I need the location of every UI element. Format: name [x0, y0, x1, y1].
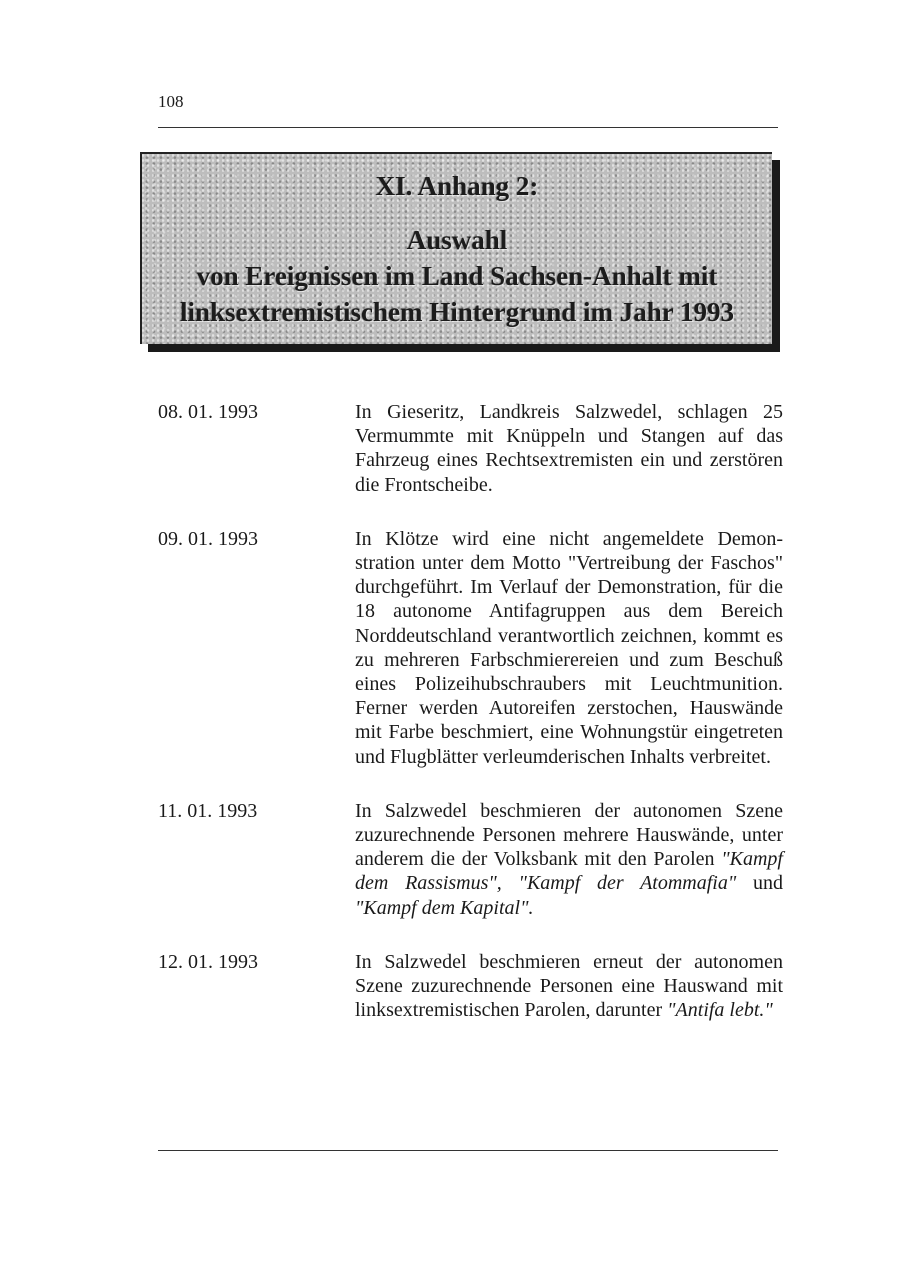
event-entry	[158, 799, 786, 920]
event-quote: "Kampf dem Kapital".	[355, 896, 534, 919]
section-subheading-line-3: linksextremistischem Hintergrund im Jahr 1993	[180, 297, 734, 327]
event-list	[158, 400, 786, 1022]
section-subheading-line-2: von Ereignissen im Land Sachsen-Anhalt mit	[196, 261, 718, 291]
event-description	[355, 950, 783, 1023]
event-entry	[158, 950, 786, 1023]
section-subheading: Auswahl	[406, 225, 508, 255]
event-description: In Klötze wird eine nicht angemeldete Demonstration unter dem Motto "Vertreibung der Faschos" durchgeführt. Im Verlauf der Demonstration, für die 18 autonome Antifagruppen aus dem Bereich Norddeutschland verantwortlich zeichnen, kommt es zu mehreren Farbschmierereien und zum Beschuß eines Polizeihubschraubers mit Leuchtmunition. Ferner werden Autoreifen zerstochen, Hauswände mit Farbe beschmiert, eine Wohnungstür eingetreten und Flugblätter verleumderischen Inhalts verbreitet.	[355, 527, 783, 768]
event-entry	[158, 400, 786, 497]
event-date: 08. 01. 1993	[158, 401, 258, 423]
bottom-rule	[158, 1150, 778, 1151]
section-title-box	[140, 152, 772, 344]
event-date: 11. 01. 1993	[158, 799, 258, 822]
event-description: In Gieseritz, Landkreis Salzwedel, schlagen 25 Vermummte mit Knüppeln und Stangen auf das Fahrzeug eines Rechtsextremisten ein und zerstören die Frontscheibe.	[355, 401, 783, 496]
event-date: 09. 01. 1993	[158, 527, 258, 550]
event-text-segment: und	[736, 872, 784, 895]
page-number: 108	[158, 92, 184, 111]
event-quote: "Kampf dem Rassismus", "Kampf der Atommafia"	[355, 848, 783, 895]
event-entry	[158, 527, 786, 769]
event-date: 12. 01. 1993	[158, 950, 258, 973]
event-text-segment: In Salzwedel beschmieren der autonomen Szene zuzurechnende Personen mehrere Hauswände, unter anderem die der Volksbank mit den Parolen	[355, 799, 783, 871]
event-quote: "Antifa lebt."	[667, 999, 773, 1022]
section-heading: XI. Anhang 2:	[375, 171, 539, 201]
event-text-segment: In Salzwedel beschmieren erneut der autonomen Szene zuzurechnende Personen eine Hauswand mit linksextremistischen Parolen, darunter	[355, 950, 783, 1022]
event-description	[355, 799, 783, 920]
top-rule	[158, 127, 778, 128]
